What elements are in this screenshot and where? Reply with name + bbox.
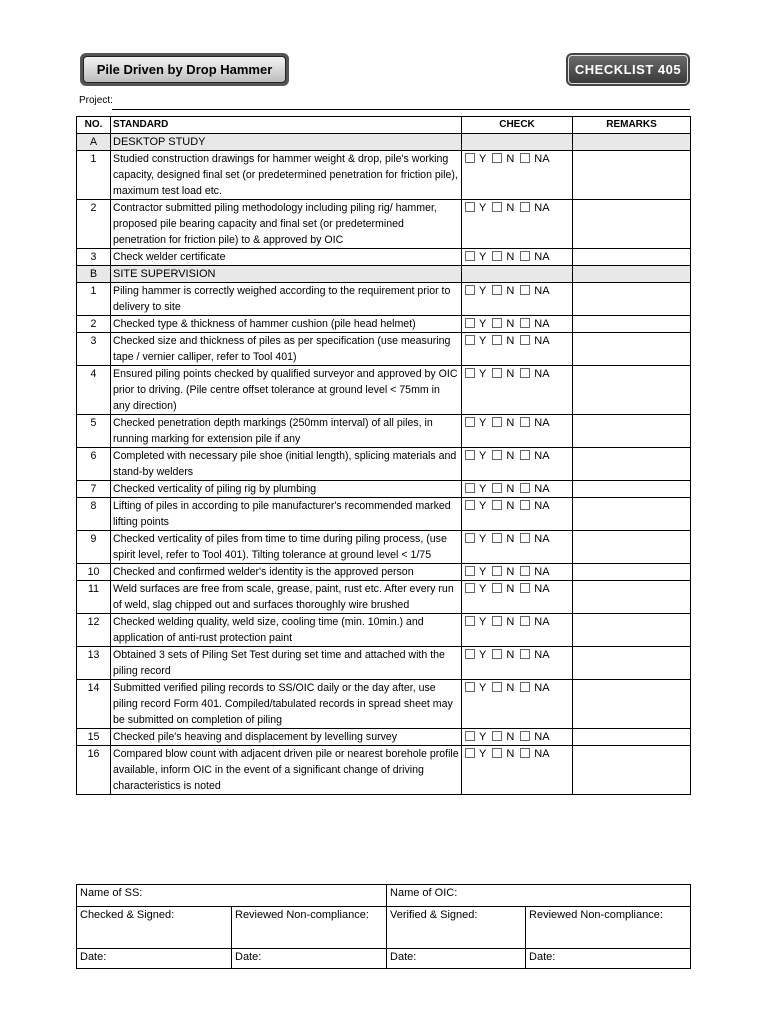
checkbox[interactable] (465, 368, 475, 378)
checkbox[interactable] (520, 483, 530, 493)
signoff-table (76, 884, 691, 969)
item-standard: Checked type & thickness of hammer cushion (pile head helmet) (111, 316, 462, 333)
check-option-label: Y (479, 368, 487, 380)
item-check-cell (462, 316, 573, 333)
check-option-label: Y (479, 682, 487, 694)
check-option-label: NA (534, 153, 550, 165)
item-standard: Studied construction drawings for hammer weight & drop, pile's working capacity, designed final set (or predetermined penetration for friction pile), maximum test load etc. (111, 151, 462, 200)
checkbox[interactable] (465, 583, 475, 593)
table-row (77, 564, 691, 581)
item-check-cell (462, 333, 573, 366)
checkbox[interactable] (465, 335, 475, 345)
item-check-cell (462, 581, 573, 614)
check-option-label: Y (479, 649, 487, 661)
check-option-label: NA (534, 450, 550, 462)
item-remarks-field[interactable] (573, 249, 691, 266)
item-check-cell (462, 531, 573, 564)
checkbox[interactable] (520, 533, 530, 543)
date-field-4[interactable]: Date: (526, 949, 691, 969)
check-option-n[interactable] (492, 366, 514, 382)
check-option-y[interactable] (465, 333, 486, 349)
check-option-label: N (506, 368, 515, 380)
item-check-cell (462, 415, 573, 448)
item-standard: Weld surfaces are free from scale, grease, paint, rust etc. After every run of weld, slag chipped out and surfaces thoroughly wire brushed (111, 581, 462, 614)
check-option-label: N (506, 748, 515, 760)
checkbox[interactable] (465, 417, 475, 427)
checked-signed-field[interactable]: Checked & Signed: (77, 907, 232, 949)
checkbox[interactable] (492, 450, 502, 460)
check-option-label: N (506, 583, 515, 595)
item-remarks-field[interactable] (573, 531, 691, 564)
item-remarks-field[interactable] (573, 564, 691, 581)
check-option-y[interactable] (465, 581, 486, 597)
check-option-n[interactable] (492, 729, 514, 745)
item-remarks-field[interactable] (573, 746, 691, 795)
item-number: 5 (77, 415, 111, 448)
item-number: 3 (77, 249, 111, 266)
check-option-label: Y (479, 202, 487, 214)
table-row (77, 481, 691, 498)
table-row (77, 729, 691, 746)
checkbox[interactable] (492, 748, 502, 758)
section-check-cell (462, 266, 573, 283)
table-header-row (77, 117, 691, 134)
item-number: 2 (77, 316, 111, 333)
item-number: 11 (77, 581, 111, 614)
item-remarks-field[interactable] (573, 448, 691, 481)
item-standard: Checked size and thickness of piles as per specification (use measuring tape / vernier calliper, refer to Tool 401) (111, 333, 462, 366)
check-option-n[interactable] (492, 581, 514, 597)
table-row (77, 581, 691, 614)
check-option-label: N (506, 533, 515, 545)
item-remarks-field[interactable] (573, 283, 691, 316)
section-title: SITE SUPERVISION (111, 266, 462, 283)
check-option-n[interactable] (492, 333, 514, 349)
checkbox[interactable] (520, 566, 530, 576)
checkbox[interactable] (520, 335, 530, 345)
check-option-n[interactable] (492, 415, 514, 431)
check-option-label: NA (534, 318, 550, 330)
checkbox[interactable] (465, 318, 475, 328)
check-option-y[interactable] (465, 647, 486, 663)
item-check-cell (462, 614, 573, 647)
check-option-label: Y (479, 153, 487, 165)
section-remarks-cell (573, 134, 691, 151)
checkbox[interactable] (465, 649, 475, 659)
check-option-n[interactable] (492, 746, 514, 762)
date-field-2[interactable]: Date: (232, 949, 387, 969)
item-number: 8 (77, 498, 111, 531)
section-title: DESKTOP STUDY (111, 134, 462, 151)
check-option-y[interactable] (465, 746, 486, 762)
checkbox[interactable] (520, 500, 530, 510)
item-standard: Contractor submitted piling methodology including piling rig/ hammer, proposed pile bearing capacity and final set (or predetermined penetration for friction pile) to & approved by OIC (111, 200, 462, 249)
verified-signed-field[interactable]: Verified & Signed: (387, 907, 526, 949)
item-standard: Obtained 3 sets of Piling Set Test during set time and attached with the piling record (111, 647, 462, 680)
check-option-label: N (506, 335, 515, 347)
checkbox[interactable] (520, 649, 530, 659)
table-row (77, 316, 691, 333)
item-standard: Checked verticality of piles from time to time during piling process, (use spirit level, refer to Tool 401). Tilting tolerance at ground level < 1/75 (111, 531, 462, 564)
name-ss-field[interactable]: Name of SS: (77, 885, 387, 907)
checkbox[interactable] (492, 616, 502, 626)
checkbox[interactable] (520, 417, 530, 427)
checkbox[interactable] (492, 202, 502, 212)
check-option-n[interactable] (492, 481, 514, 497)
item-number: 14 (77, 680, 111, 729)
checkbox[interactable] (520, 202, 530, 212)
item-check-cell (462, 680, 573, 729)
check-option-label: NA (534, 500, 550, 512)
item-remarks-field[interactable] (573, 581, 691, 614)
check-option-label: Y (479, 616, 487, 628)
checkbox[interactable] (492, 731, 502, 741)
check-option-na[interactable] (520, 151, 549, 167)
check-option-y[interactable] (465, 448, 486, 464)
item-remarks-field[interactable] (573, 151, 691, 200)
project-field[interactable] (112, 109, 690, 110)
check-option-label: N (506, 731, 515, 743)
table-row (77, 531, 691, 564)
checkbox[interactable] (465, 202, 475, 212)
check-option-n[interactable] (492, 564, 514, 580)
table-row (77, 746, 691, 795)
item-standard: Submitted verified piling records to SS/OIC daily or the day after, use piling record Form 401. Compiled/tabulated records in spread sheet may be submitted on completion of piling (111, 680, 462, 729)
item-check-cell (462, 366, 573, 415)
check-option-y[interactable] (465, 249, 486, 265)
checkbox[interactable] (492, 682, 502, 692)
item-number: 12 (77, 614, 111, 647)
checkbox[interactable] (465, 731, 475, 741)
item-number: 9 (77, 531, 111, 564)
checklist-badge (566, 53, 690, 86)
item-remarks-field[interactable] (573, 316, 691, 333)
check-option-label: NA (534, 566, 550, 578)
check-option-label: N (506, 251, 515, 263)
item-number: 10 (77, 564, 111, 581)
checkbox[interactable] (492, 417, 502, 427)
section-row (77, 266, 691, 283)
item-remarks-field[interactable] (573, 680, 691, 729)
check-option-label: Y (479, 285, 487, 297)
table-row (77, 647, 691, 680)
item-number: 6 (77, 448, 111, 481)
item-remarks-field[interactable] (573, 647, 691, 680)
table-row (77, 680, 691, 729)
check-option-n[interactable] (492, 151, 514, 167)
section-remarks-cell (573, 266, 691, 283)
check-option-label: Y (479, 335, 487, 347)
check-option-y[interactable] (465, 498, 486, 514)
check-option-label: Y (479, 500, 487, 512)
check-option-na[interactable] (520, 729, 549, 745)
table-row (77, 283, 691, 316)
check-option-y[interactable] (465, 481, 486, 497)
checkbox[interactable] (465, 616, 475, 626)
check-option-y[interactable] (465, 415, 486, 431)
date-field-1[interactable]: Date: (77, 949, 232, 969)
checkbox[interactable] (465, 483, 475, 493)
checkbox[interactable] (465, 500, 475, 510)
check-option-na[interactable] (520, 746, 549, 762)
checklist-number: CHECKLIST 405 (568, 55, 688, 84)
check-option-label: N (506, 649, 515, 661)
check-option-label: NA (534, 649, 550, 661)
item-check-cell (462, 481, 573, 498)
check-option-label: NA (534, 533, 550, 545)
check-option-label: Y (479, 583, 487, 595)
check-option-label: N (506, 616, 515, 628)
check-option-label: NA (534, 417, 550, 429)
header-check: CHECK (462, 117, 573, 134)
checkbox[interactable] (492, 500, 502, 510)
item-check-cell (462, 249, 573, 266)
check-option-label: N (506, 566, 515, 578)
item-check-cell (462, 647, 573, 680)
checkbox[interactable] (492, 335, 502, 345)
checkbox[interactable] (492, 533, 502, 543)
item-standard: Completed with necessary pile shoe (initial length), splicing materials and stand-by welders (111, 448, 462, 481)
check-option-label: NA (534, 682, 550, 694)
table-row (77, 249, 691, 266)
check-option-label: Y (479, 450, 487, 462)
item-number: 3 (77, 333, 111, 366)
item-number: 15 (77, 729, 111, 746)
check-option-y[interactable] (465, 366, 486, 382)
check-option-label: N (506, 483, 515, 495)
item-standard: Checked welding quality, weld size, cooling time (min. 10min.) and application of anti-rust protection paint (111, 614, 462, 647)
check-option-label: N (506, 500, 515, 512)
item-standard: Lifting of piles in according to pile manufacturer's recommended marked lifting points (111, 498, 462, 531)
check-option-n[interactable] (492, 448, 514, 464)
checkbox[interactable] (465, 450, 475, 460)
table-row (77, 151, 691, 200)
date-field-3[interactable]: Date: (387, 949, 526, 969)
check-option-na[interactable] (520, 366, 549, 382)
check-option-label: NA (534, 335, 550, 347)
check-option-label: Y (479, 483, 487, 495)
checkbox[interactable] (465, 682, 475, 692)
item-number: 1 (77, 283, 111, 316)
check-option-y[interactable] (465, 283, 486, 299)
check-option-label: Y (479, 748, 487, 760)
header-remarks: REMARKS (573, 117, 691, 134)
check-option-n[interactable] (492, 680, 514, 696)
check-option-na[interactable] (520, 415, 549, 431)
table-row (77, 333, 691, 366)
checkbox[interactable] (520, 450, 530, 460)
check-option-label: NA (534, 251, 550, 263)
check-option-na[interactable] (520, 531, 549, 547)
checkbox[interactable] (465, 533, 475, 543)
check-option-label: NA (534, 731, 550, 743)
check-option-label: Y (479, 533, 487, 545)
checkbox[interactable] (465, 566, 475, 576)
check-option-na[interactable] (520, 249, 549, 265)
check-option-label: Y (479, 417, 487, 429)
section-check-cell (462, 134, 573, 151)
check-option-n[interactable] (492, 249, 514, 265)
item-check-cell (462, 746, 573, 795)
checkbox[interactable] (492, 251, 502, 261)
check-option-n[interactable] (492, 531, 514, 547)
check-option-na[interactable] (520, 448, 549, 464)
check-option-label: N (506, 285, 515, 297)
item-check-cell (462, 151, 573, 200)
section-row (77, 134, 691, 151)
item-remarks-field[interactable] (573, 333, 691, 366)
item-number: 2 (77, 200, 111, 249)
checkbox[interactable] (520, 748, 530, 758)
checklist-table (76, 116, 691, 795)
item-check-cell (462, 200, 573, 249)
check-option-n[interactable] (492, 283, 514, 299)
checkbox[interactable] (520, 682, 530, 692)
check-option-label: NA (534, 202, 550, 214)
check-option-y[interactable] (465, 680, 486, 696)
check-option-label: Y (479, 566, 487, 578)
check-option-label: NA (534, 285, 550, 297)
checkbox[interactable] (520, 368, 530, 378)
check-option-na[interactable] (520, 481, 549, 497)
item-number: 1 (77, 151, 111, 200)
check-option-label: N (506, 153, 515, 165)
checkbox[interactable] (520, 251, 530, 261)
check-option-n[interactable] (492, 200, 514, 216)
item-standard: Check welder certificate (111, 249, 462, 266)
item-remarks-field[interactable] (573, 366, 691, 415)
item-number: 16 (77, 746, 111, 795)
check-option-n[interactable] (492, 614, 514, 630)
item-number: 7 (77, 481, 111, 498)
check-option-label: NA (534, 368, 550, 380)
page-title: Pile Driven by Drop Hammer (83, 56, 286, 83)
checkbox[interactable] (520, 153, 530, 163)
check-option-y[interactable] (465, 531, 486, 547)
item-remarks-field[interactable] (573, 614, 691, 647)
check-option-label: N (506, 202, 515, 214)
check-option-y[interactable] (465, 316, 486, 332)
item-check-cell (462, 283, 573, 316)
item-check-cell (462, 448, 573, 481)
check-option-label: NA (534, 483, 550, 495)
check-option-y[interactable] (465, 151, 486, 167)
check-option-na[interactable] (520, 333, 549, 349)
check-option-y[interactable] (465, 200, 486, 216)
item-standard: Checked pile's heaving and displacement by levelling survey (111, 729, 462, 746)
check-option-label: NA (534, 583, 550, 595)
check-option-na[interactable] (520, 200, 549, 216)
item-check-cell (462, 498, 573, 531)
checkbox[interactable] (492, 649, 502, 659)
check-option-label: Y (479, 318, 487, 330)
check-option-na[interactable] (520, 614, 549, 630)
checkbox[interactable] (492, 583, 502, 593)
item-remarks-field[interactable] (573, 481, 691, 498)
checkbox[interactable] (492, 153, 502, 163)
check-option-label: Y (479, 731, 487, 743)
reviewed-noncompliance-field-1[interactable]: Reviewed Non-compliance: (232, 907, 387, 949)
header-no: NO. (77, 117, 111, 134)
header-standard: STANDARD (111, 117, 462, 134)
item-standard: Ensured piling points checked by qualified surveyor and approved by OIC prior to driving. (Pile centre offset tolerance at ground level < 75mm in any direction) (111, 366, 462, 415)
check-option-na[interactable] (520, 498, 549, 514)
table-row (77, 498, 691, 531)
table-row (77, 366, 691, 415)
item-remarks-field[interactable] (573, 498, 691, 531)
check-option-label: N (506, 318, 515, 330)
check-option-na[interactable] (520, 680, 549, 696)
table-row (77, 448, 691, 481)
checkbox[interactable] (520, 285, 530, 295)
item-standard: Piling hammer is correctly weighed according to the requirement prior to delivery to site (111, 283, 462, 316)
item-remarks-field[interactable] (573, 729, 691, 746)
name-oic-field[interactable]: Name of OIC: (387, 885, 691, 907)
item-remarks-field[interactable] (573, 200, 691, 249)
item-standard: Checked verticality of piling rig by plumbing (111, 481, 462, 498)
item-check-cell (462, 564, 573, 581)
check-option-na[interactable] (520, 647, 549, 663)
project-label: Project: (79, 95, 113, 106)
checkbox[interactable] (465, 251, 475, 261)
checkbox[interactable] (465, 748, 475, 758)
item-remarks-field[interactable] (573, 415, 691, 448)
check-option-na[interactable] (520, 283, 549, 299)
checkbox[interactable] (520, 583, 530, 593)
table-row (77, 614, 691, 647)
checkbox[interactable] (520, 731, 530, 741)
check-option-na[interactable] (520, 316, 549, 332)
item-number: 13 (77, 647, 111, 680)
check-option-label: N (506, 417, 515, 429)
check-option-label: Y (479, 251, 487, 263)
check-option-label: N (506, 682, 515, 694)
checkbox[interactable] (520, 318, 530, 328)
check-option-label: NA (534, 616, 550, 628)
title-badge (80, 53, 289, 86)
section-id: A (77, 134, 111, 151)
check-option-na[interactable] (520, 581, 549, 597)
item-standard: Compared blow count with adjacent driven pile or nearest borehole profile available, inform OIC in the event of a significant change of driving characteristics is noted (111, 746, 462, 795)
check-option-n[interactable] (492, 647, 514, 663)
item-check-cell (462, 729, 573, 746)
item-number: 4 (77, 366, 111, 415)
checkbox[interactable] (465, 285, 475, 295)
checkbox[interactable] (520, 616, 530, 626)
checkbox[interactable] (492, 368, 502, 378)
check-option-n[interactable] (492, 498, 514, 514)
check-option-y[interactable] (465, 614, 486, 630)
check-option-y[interactable] (465, 564, 486, 580)
checkbox[interactable] (492, 566, 502, 576)
table-row (77, 415, 691, 448)
check-option-label: NA (534, 748, 550, 760)
checkbox[interactable] (492, 285, 502, 295)
table-row (77, 200, 691, 249)
checkbox[interactable] (492, 483, 502, 493)
section-id: B (77, 266, 111, 283)
item-standard: Checked and confirmed welder's identity is the approved person (111, 564, 462, 581)
check-option-label: N (506, 450, 515, 462)
check-option-na[interactable] (520, 564, 549, 580)
checkbox[interactable] (465, 153, 475, 163)
check-option-y[interactable] (465, 729, 486, 745)
checkbox[interactable] (492, 318, 502, 328)
check-option-n[interactable] (492, 316, 514, 332)
reviewed-noncompliance-field-2[interactable]: Reviewed Non-compliance: (526, 907, 691, 949)
item-standard: Checked penetration depth markings (250mm interval) of all piles, in running marking for extension pile if any (111, 415, 462, 448)
